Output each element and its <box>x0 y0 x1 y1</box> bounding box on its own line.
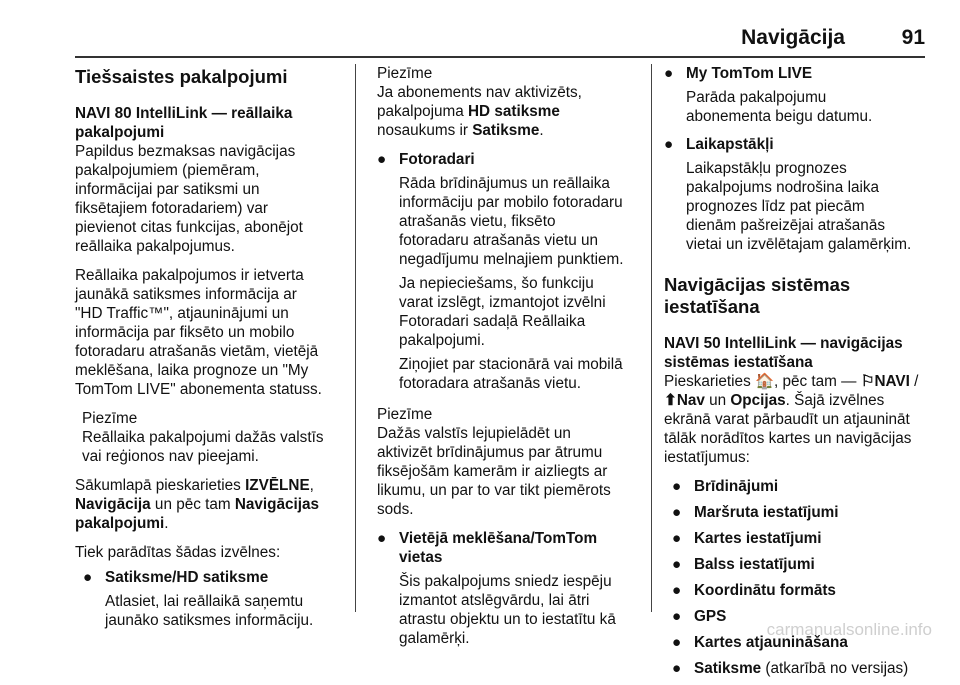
bullet: ● <box>664 136 674 153</box>
item-text: Ja nepieciešams, šo funkciju varat izslēgt, izmantojot izvēlni Fotoradari sadaļā Reāllaika pakalpojumi. <box>399 275 606 349</box>
watermark: carmanualsonline.info <box>766 620 932 639</box>
paragraph: Papildus bezmaksas navigācijas pakalpojumiem (piemēram, informācijai par satiksmi un fiksētajiem fotoradariem) var pievienot citas funkcijas, abonējot reāllaika pakalpojumus. <box>75 143 303 255</box>
list-item: ● GPS <box>672 608 727 625</box>
list-item: ● Koordinātu formāts <box>672 582 836 599</box>
item-text: Ziņojiet par stacionārā vai mobilā fotoradara atrašanās vietu. <box>399 356 623 392</box>
item-text: Parāda pakalpojumu abonementa beigu datumu. <box>686 89 873 125</box>
bullet: ● <box>377 530 387 547</box>
list-item: ● Brīdinājumi <box>672 478 779 495</box>
item-text: Laikapstākļu prognozes pakalpojums nodrošina laika prognozes līdz pat piecām dienām pašreizējai atrašanās vietai un izvēlētajam galamērķim. <box>686 160 912 253</box>
note <box>377 64 639 140</box>
list-item <box>664 135 934 254</box>
item-text: Rāda brīdinājumus un reāllaika informāciju par mobilo fotoradaru atrašanās vietu, fiksēto fotoradaru atrašanās vietu un negadījumu melnajiem punktiem. <box>399 175 624 268</box>
list-item: ● Maršruta iestatījumi <box>672 504 839 521</box>
paragraph: Sākumlapā pieskarieties IZVĒLNE, Navigācija un pēc tam Navigācijas pakalpojumi. <box>75 477 320 532</box>
list-item <box>377 529 639 648</box>
list-item: ● Balss iestatījumi <box>672 556 815 573</box>
note <box>377 405 639 519</box>
section-heading: Navigācijas sistēmas iestatīšana <box>664 274 851 317</box>
sub-heading: NAVI 80 IntelliLink — reāllaika pakalpojumi <box>75 105 293 141</box>
bullet: ● <box>377 151 387 168</box>
list-item: ● Kartes atjaunināšana <box>672 634 848 651</box>
bullet: ● <box>83 569 93 586</box>
sub-heading: NAVI 50 IntelliLink — navigācijas sistēmas iestatīšana <box>664 335 903 371</box>
item-text: Šis pakalpojums sniedz iespēju izmantot atslēgvārdu, lai ātri atrastu objektu un to iestatītu kā galamērķi. <box>399 573 616 647</box>
note <box>82 409 345 466</box>
page-number: 91 <box>901 26 925 49</box>
column-2 <box>377 64 639 657</box>
header-rule <box>75 56 925 58</box>
list-item: ● Kartes iestatījumi <box>672 530 822 547</box>
item-title: Fotoradari <box>399 151 475 168</box>
page-header <box>0 0 960 60</box>
column-1 <box>75 64 345 639</box>
note-title: Piezīme <box>82 410 138 427</box>
column-3 <box>664 64 934 685</box>
paragraph: Tiek parādītas šādas izvēlnes: <box>75 544 281 561</box>
note-title: Piezīme <box>377 65 433 82</box>
note-text: Dažās valstīs lejupielādēt un aktivizēt brīdinājumus par ātrumu fiksējošām kamerām ir aizliegts ar likumu, un par to var tikt piemērots sods. <box>377 425 611 518</box>
page-title: Navigācija <box>741 26 845 49</box>
paragraph: Pieskarieties 🏠, pēc tam — ⚐NAVI / ⬆Nav un Opcijas. Šajā izvēlnes ekrānā varat pārbaudīt un atjaunināt tālāk norādītos kartes un navigācijas iestatījumus: <box>664 373 919 466</box>
options-list <box>664 477 934 678</box>
flag-icon: ⚐ <box>860 373 875 390</box>
item-title: Satiksme/HD satiksme <box>105 569 269 586</box>
list-item <box>377 150 639 393</box>
note-text: Reāllaika pakalpojumi dažās valstīs vai reģionos nav pieejami. <box>82 429 324 465</box>
column-divider <box>355 64 356 612</box>
list-item <box>83 568 345 630</box>
item-title: Vietējā meklēšana/TomTom vietas <box>399 530 598 566</box>
home-icon: 🏠 <box>754 373 775 390</box>
list-item <box>664 64 934 126</box>
column-divider <box>651 64 652 612</box>
navigation-arrow-icon: ⬆ <box>664 392 677 409</box>
note-text: Ja abonements nav aktivizēts, pakalpojuma HD satiksme nosaukums ir Satiksme. <box>377 84 582 139</box>
list-item: ● Satiksme (atkarībā no versijas) <box>672 660 909 677</box>
item-title: Laikapstākļi <box>686 136 774 153</box>
item-text: Atlasiet, lai reāllaikā saņemtu jaunāko satiksmes informāciju. <box>105 593 314 629</box>
paragraph: Reāllaika pakalpojumos ir ietverta jaunākā satiksmes informācija ar "HD Traffic™", atjauninājumi un informācija par fiksēto un mobilo fotoradaru atrašanās vietām, vietējā meklēšana, laika prognoze un "My TomTom LIVE" abonementa statuss. <box>75 267 322 398</box>
item-title: My TomTom LIVE <box>686 65 813 82</box>
section-heading: Tiešsaistes pakalpojumi <box>75 66 288 87</box>
note-title: Piezīme <box>377 406 433 423</box>
bullet: ● <box>664 65 674 82</box>
